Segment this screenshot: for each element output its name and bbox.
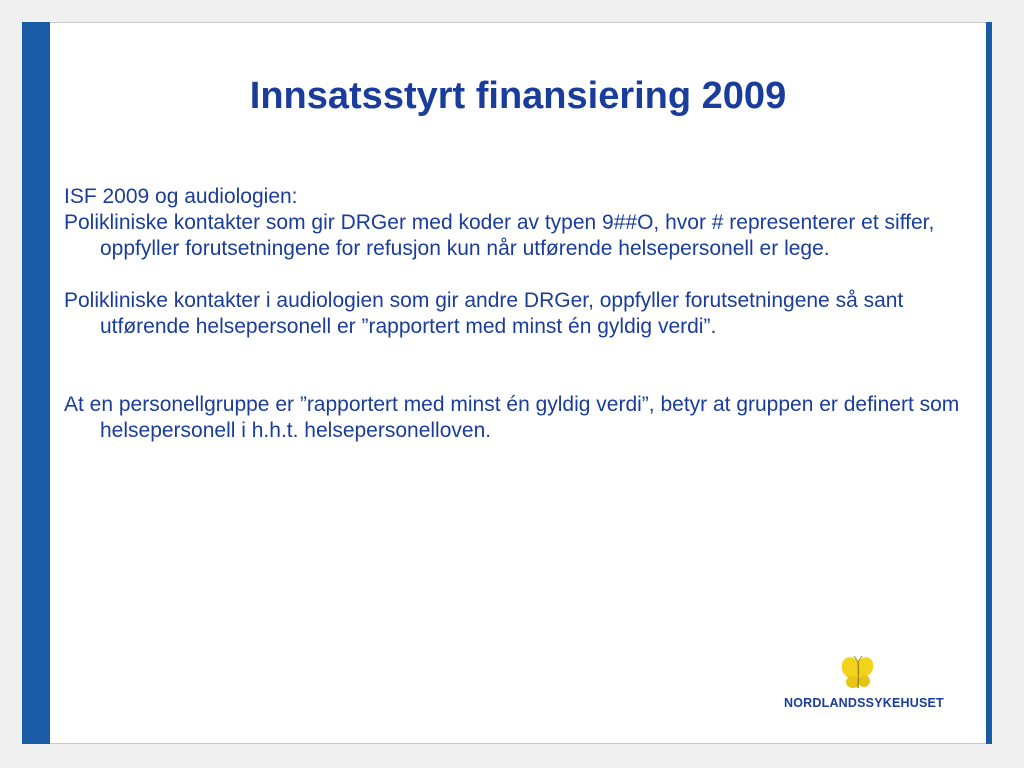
butterfly-icon: [838, 654, 878, 694]
paragraph-personnel-group: At en personellgruppe er ”rapportert med minst én gyldig verdi”, betyr at gruppen er definert som helsepersonell i h.h.t. helsepersonelloven.: [64, 393, 960, 442]
logo: [784, 654, 954, 714]
paragraph-intro: ISF 2009 og audiologien:: [64, 185, 298, 208]
logo-wordmark: NORDLANDSSYKEHUSET: [784, 696, 944, 710]
right-accent-bar: [986, 22, 992, 744]
slide-body: [64, 184, 964, 444]
slide-title: Innsatsstyrt finansiering 2009: [249, 75, 787, 117]
paragraph-other-drg: Polikliniske kontakter i audiologien som gir andre DRGer, oppfyller forutsetningene så sant utførende helsepersonell er ”rapportert med minst én gyldig verdi”.: [64, 289, 904, 338]
left-accent-bar: [22, 22, 50, 744]
paragraph-drg-9o: Polikliniske kontakter som gir DRGer med koder av typen 9##O, hvor # representerer et siffer, oppfyller forutsetningene for refusjon kun når utførende helsepersonell er lege.: [64, 211, 935, 260]
